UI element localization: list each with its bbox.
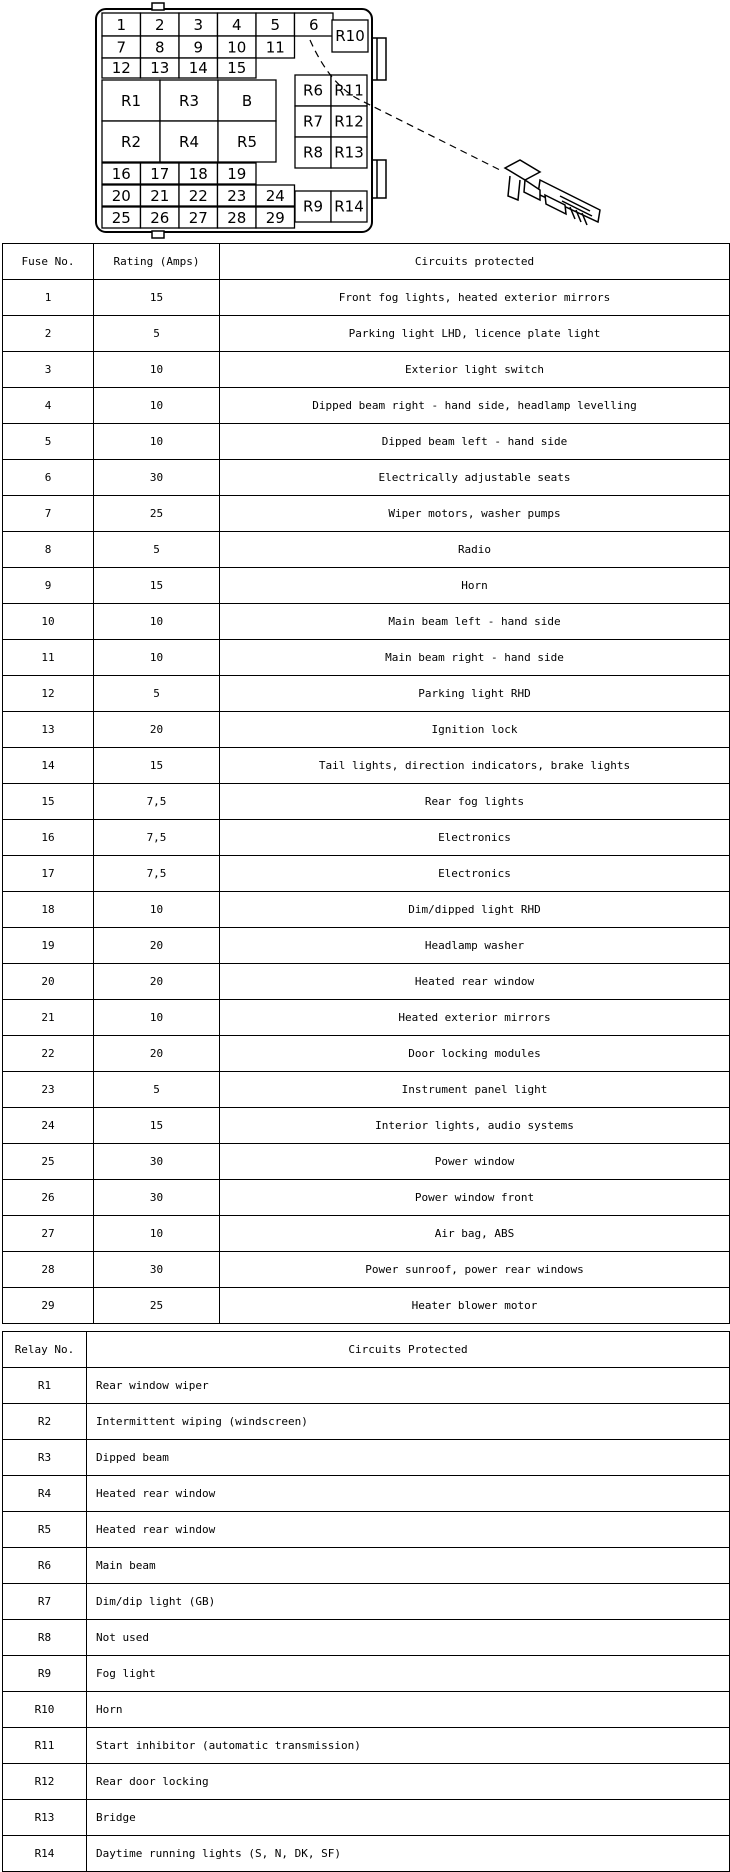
circuits-cell: Front fog lights, heated exterior mirrors [220,280,730,316]
table-row [3,1000,730,1036]
relay-no-cell: R11 [3,1728,87,1764]
table-row [3,1620,730,1656]
fuse-no-cell: 14 [3,748,94,784]
fuse-label: 5 [270,15,281,34]
circuits-cell: Main beam right - hand side [220,640,730,676]
table-row [3,712,730,748]
fuse-label: 20 [111,186,131,205]
fuse-no-cell: 12 [3,676,94,712]
circuits-cell: Heater blower motor [220,1288,730,1324]
fuse-table [2,243,730,1324]
fuse-no-cell: 7 [3,496,94,532]
rating-cell: 20 [94,928,220,964]
relay-no-cell: R13 [3,1800,87,1836]
table-row [3,604,730,640]
rating-cell: 10 [94,892,220,928]
fuse-label: 3 [193,15,204,34]
circuits-cell: Main beam left - hand side [220,604,730,640]
table-row [3,1692,730,1728]
fuse-label: 4 [231,15,242,34]
fuse-cells [102,13,368,228]
fuse-no-cell: 20 [3,964,94,1000]
relay-label: R6 [303,81,323,100]
rating-cell: 10 [94,424,220,460]
fuse-no-cell: 29 [3,1288,94,1324]
table-row [3,424,730,460]
fuse-no-cell: 22 [3,1036,94,1072]
table-row [3,748,730,784]
rating-header: Rating (Amps) [94,244,220,280]
relay-circuits-cell: Rear window wiper [87,1368,730,1404]
fuse-no-cell: 5 [3,424,94,460]
table-row [3,1548,730,1584]
circuits-cell: Headlamp washer [220,928,730,964]
fuse-label: 29 [265,208,285,227]
fuse-box-diagram [0,0,730,240]
relay-no-cell: R4 [3,1476,87,1512]
circuits-cell: Electronics [220,820,730,856]
rating-cell: 15 [94,748,220,784]
table-row [3,1800,730,1836]
circuits-cell: Heated exterior mirrors [220,1000,730,1036]
side-clip-lower [372,160,386,198]
rating-cell: 25 [94,1288,220,1324]
relay-no-cell: R10 [3,1692,87,1728]
fuse-no-cell: 23 [3,1072,94,1108]
relay-label: R13 [334,143,364,162]
fuse-label: 15 [227,59,247,78]
relay-label: R14 [334,197,364,216]
relay-circuits-cell: Heated rear window [87,1476,730,1512]
table-row [3,1368,730,1404]
relay-label: R9 [303,197,323,216]
side-clip-upper [372,38,386,80]
table-row [3,316,730,352]
rating-cell: 10 [94,640,220,676]
fuse-label: 28 [227,208,247,227]
fuse-no-cell: 3 [3,352,94,388]
relay-label: R4 [179,132,199,151]
rating-cell: 7,5 [94,784,220,820]
relay-no-cell: R14 [3,1836,87,1872]
fuse-label: 21 [150,186,170,205]
rating-cell: 30 [94,1252,220,1288]
circuits-cell: Electrically adjustable seats [220,460,730,496]
relay-circuits-cell: Main beam [87,1548,730,1584]
fuse-no-cell: 25 [3,1144,94,1180]
fuse-label: 27 [188,208,208,227]
table-row [3,964,730,1000]
fuse-label: 11 [265,38,285,57]
circuits-cell: Dim/dipped light RHD [220,892,730,928]
circuits-cell: Horn [220,568,730,604]
circuits-cell: Power sunroof, power rear windows [220,1252,730,1288]
fuse-no-cell: 4 [3,388,94,424]
relay-no-cell: R2 [3,1404,87,1440]
relay-no-header: Relay No. [3,1332,87,1368]
relay-no-cell: R1 [3,1368,87,1404]
relay-circuits-cell: Dim/dip light (GB) [87,1584,730,1620]
table-row [3,1036,730,1072]
table-row [3,496,730,532]
fuse-label: 25 [111,208,131,227]
rating-cell: 7,5 [94,856,220,892]
circuits-cell: Electronics [220,856,730,892]
circuits-cell: Ignition lock [220,712,730,748]
circuits-cell: Power window front [220,1180,730,1216]
fuse-no-cell: 15 [3,784,94,820]
fuse-label: 8 [154,38,165,57]
fuse-label: 26 [150,208,170,227]
fuse-no-cell: 16 [3,820,94,856]
fuse-label: 22 [188,186,208,205]
fuse-label: 23 [227,186,247,205]
relay-label: R12 [334,112,364,131]
fuse-label: 24 [265,186,285,205]
fuse-label: 17 [150,164,170,183]
fuse-label: 12 [111,59,131,78]
table-row [3,1288,730,1324]
fuse-no-cell: 9 [3,568,94,604]
table-row [3,1144,730,1180]
relay-no-cell: R5 [3,1512,87,1548]
fuse-label: 7 [116,38,127,57]
circuits-header: Circuits protected [220,244,730,280]
rating-cell: 5 [94,676,220,712]
table-row [3,676,730,712]
circuits-cell: Dipped beam right - hand side, headlamp levelling [220,388,730,424]
fuse-label: 16 [111,164,131,183]
fuse-no-cell: 10 [3,604,94,640]
table-row [3,1072,730,1108]
rating-cell: 20 [94,1036,220,1072]
circuits-cell: Door locking modules [220,1036,730,1072]
table-row [3,1404,730,1440]
fuse-table-header [3,244,730,280]
rating-cell: 5 [94,1072,220,1108]
circuits-cell: Instrument panel light [220,1072,730,1108]
table-row [3,820,730,856]
table-row [3,1764,730,1800]
rating-cell: 30 [94,460,220,496]
table-row [3,532,730,568]
rating-cell: 5 [94,316,220,352]
fuse-no-cell: 24 [3,1108,94,1144]
relay-circuits-cell: Bridge [87,1800,730,1836]
rating-cell: 15 [94,280,220,316]
table-row [3,568,730,604]
relay-no-cell: R6 [3,1548,87,1584]
relay-circuits-cell: Fog light [87,1656,730,1692]
table-row [3,460,730,496]
rating-cell: 7,5 [94,820,220,856]
rating-cell: 10 [94,352,220,388]
table-row [3,1836,730,1872]
relay-table [2,1331,730,1872]
fuse-label: 14 [188,59,208,78]
table-row [3,1728,730,1764]
circuits-cell: Radio [220,532,730,568]
circuits-cell: Exterior light switch [220,352,730,388]
fuse-no-cell: 13 [3,712,94,748]
relay-label: R8 [303,143,323,162]
relay-circuits-cell: Not used [87,1620,730,1656]
relay-circuits-cell: Intermittent wiping (windscreen) [87,1404,730,1440]
table-row [3,352,730,388]
rating-cell: 30 [94,1180,220,1216]
rating-cell: 15 [94,568,220,604]
top-tab [152,3,164,10]
circuits-cell: Parking light LHD, licence plate light [220,316,730,352]
table-row [3,892,730,928]
rating-cell: 5 [94,532,220,568]
table-row [3,928,730,964]
rating-cell: 20 [94,964,220,1000]
fuse-no-cell: 8 [3,532,94,568]
rating-cell: 10 [94,1216,220,1252]
bottom-tab [152,231,164,238]
rating-cell: 25 [94,496,220,532]
table-row [3,1476,730,1512]
table-row [3,1108,730,1144]
table-row [3,280,730,316]
table-row [3,1252,730,1288]
relay-circuits-cell: Dipped beam [87,1440,730,1476]
circuits-cell: Rear fog lights [220,784,730,820]
table-row [3,1216,730,1252]
table-row [3,1584,730,1620]
fuse-label: 10 [227,38,247,57]
relay-label: R5 [237,132,257,151]
circuits-cell: Power window [220,1144,730,1180]
fuse-no-cell: 27 [3,1216,94,1252]
relay-label: B [241,91,253,110]
relay-no-cell: R3 [3,1440,87,1476]
table-row [3,1440,730,1476]
fuse-no-cell: 26 [3,1180,94,1216]
table-row [3,1180,730,1216]
fuse-label: 1 [116,15,127,34]
relay-table-header [3,1332,730,1368]
fuse-no-header: Fuse No. [3,244,94,280]
rating-cell: 10 [94,604,220,640]
circuits-cell: Tail lights, direction indicators, brake lights [220,748,730,784]
relay-label: R7 [303,112,323,131]
fuse-label: 2 [154,15,165,34]
relay-circuits-cell: Heated rear window [87,1512,730,1548]
fuse-no-cell: 11 [3,640,94,676]
rating-cell: 10 [94,388,220,424]
rating-cell: 20 [94,712,220,748]
rating-cell: 15 [94,1108,220,1144]
rating-cell: 30 [94,1144,220,1180]
fuse-label: 9 [193,38,204,57]
fuse-no-cell: 1 [3,280,94,316]
relay-no-cell: R9 [3,1656,87,1692]
circuits-cell: Heated rear window [220,964,730,1000]
relay-label: R2 [121,132,141,151]
relay-circuits-cell: Daytime running lights (S, N, DK, SF) [87,1836,730,1872]
relay-circuits-cell: Rear door locking [87,1764,730,1800]
table-row [3,856,730,892]
rating-cell: 10 [94,1000,220,1036]
relay-no-cell: R12 [3,1764,87,1800]
table-row [3,388,730,424]
relay-no-cell: R8 [3,1620,87,1656]
fuse-label: 18 [188,164,208,183]
circuits-cell: Dipped beam left - hand side [220,424,730,460]
table-row [3,1656,730,1692]
fuse-label: 6 [308,15,319,34]
fuse-no-cell: 6 [3,460,94,496]
relay-label: R3 [179,91,199,110]
fuse-label: 13 [150,59,170,78]
relay-circuits-cell: Horn [87,1692,730,1728]
fuse-no-cell: 21 [3,1000,94,1036]
fuse-label: 19 [227,164,247,183]
circuits-cell: Wiper motors, washer pumps [220,496,730,532]
relay-no-cell: R7 [3,1584,87,1620]
relay-label: R1 [121,91,141,110]
fuse-no-cell: 2 [3,316,94,352]
circuits-cell: Parking light RHD [220,676,730,712]
table-row [3,640,730,676]
relay-label: R11 [334,81,364,100]
table-row [3,1512,730,1548]
fuse-no-cell: 17 [3,856,94,892]
fuse-no-cell: 28 [3,1252,94,1288]
relay-circuits-header: Circuits Protected [87,1332,730,1368]
fuse-no-cell: 19 [3,928,94,964]
circuits-cell: Air bag, ABS [220,1216,730,1252]
relay-circuits-cell: Start inhibitor (automatic transmission) [87,1728,730,1764]
relay-label: R10 [335,27,365,46]
fuse-no-cell: 18 [3,892,94,928]
table-row [3,784,730,820]
circuits-cell: Interior lights, audio systems [220,1108,730,1144]
fuse-puller-icon [505,160,600,225]
